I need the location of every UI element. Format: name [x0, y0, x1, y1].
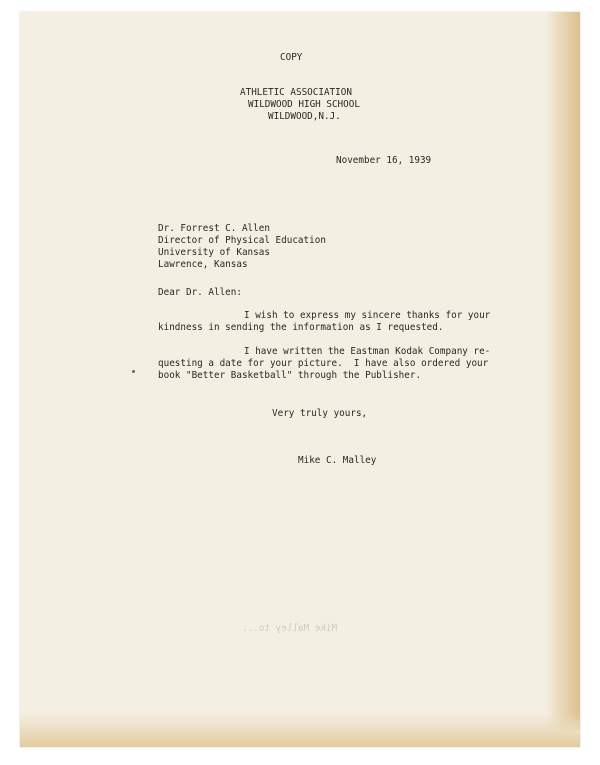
recipient-institution: University of Kansas	[158, 247, 270, 258]
body-paragraph-2-line-1: I have written the Eastman Kodak Company re-	[244, 346, 491, 357]
recipient-location: Lawrence, Kansas	[158, 259, 248, 270]
aged-bottom-edge	[20, 713, 580, 747]
aged-right-edge	[546, 12, 580, 747]
complimentary-close: Very truly yours,	[272, 408, 368, 419]
letterhead-line-city: WILDWOOD,N.J.	[268, 111, 341, 122]
bleed-through-text: Mike Malley to...	[242, 623, 338, 634]
body-paragraph-1-line-2: kindness in sending the information as I requested.	[158, 322, 444, 333]
letter-date: November 16, 1939	[336, 155, 432, 166]
copy-label: COPY	[280, 52, 303, 63]
letterhead-line-school: WILDWOOD HIGH SCHOOL	[248, 99, 360, 110]
body-paragraph-1-line-1: I wish to express my sincere thanks for your	[244, 310, 491, 321]
letterhead-line-association: ATHLETIC ASSOCIATION	[240, 87, 352, 98]
signature-name: Mike C. Malley	[298, 455, 377, 466]
body-paragraph-2-line-2: questing a date for your picture. I have also ordered your	[158, 358, 489, 369]
salutation: Dear Dr. Allen:	[158, 287, 242, 298]
paper-speck	[132, 370, 135, 373]
recipient-name: Dr. Forrest C. Allen	[158, 223, 270, 234]
recipient-title: Director of Physical Education	[158, 235, 326, 246]
body-paragraph-2-line-3: book "Better Basketball" through the Publisher.	[158, 370, 422, 381]
